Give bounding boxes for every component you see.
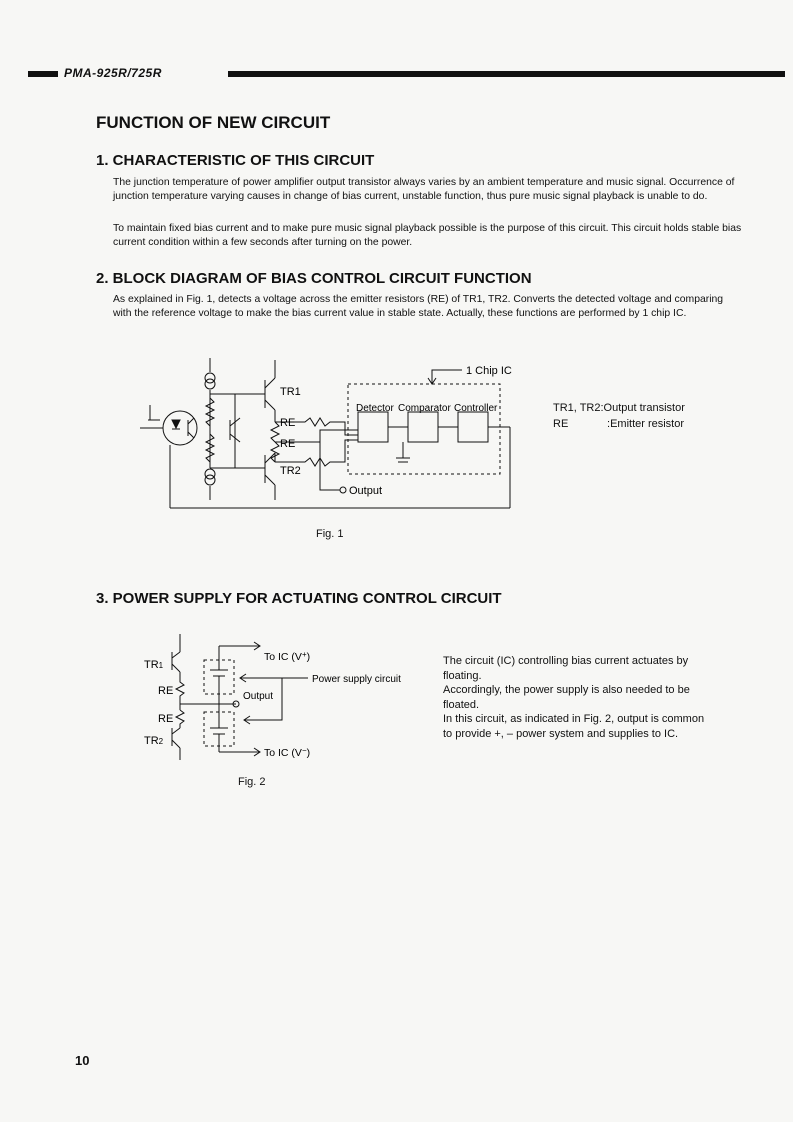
figure-2-caption: Fig. 2 (238, 776, 266, 788)
page-title: FUNCTION OF NEW CIRCUIT (96, 113, 331, 132)
legend-row-re (553, 416, 685, 432)
section3-text-1: The circuit (IC) controlling bias current actuates by floating. (443, 655, 689, 682)
figure-1-diagram (130, 350, 530, 520)
legend-row-tr (553, 400, 685, 416)
legend-sep: : (607, 418, 611, 430)
fig1-output-label: Output (349, 485, 383, 497)
model-name: PMA-925R/725R (64, 66, 162, 80)
fig2-tr1-label: TR1 (144, 659, 164, 671)
header-rule-left (28, 71, 58, 77)
fig2-re-bottom-label: RE (158, 713, 174, 725)
section1-paragraph-1: The junction temperature of power amplifier output transistor always varies by an ambient temperature and music signal. Occurrence of junction temperature varying causes in change of bias current, unstable function, thus pure music signal playback is unable to do. (113, 177, 735, 202)
fig2-to-ic-minus: To IC (V−) (264, 746, 311, 759)
section2-paragraph: As explained in Fig. 1, detects a voltage across the emitter resistors (RE) of TR1, TR2. Converts the detected voltage and comparing with the reference voltage to make the bias current value in stable state. Actually, these functions are performed by 1 chip IC. (113, 294, 724, 319)
section3-text-3: In this circuit, as indicated in Fig. 2, output is common to provide +, – power system and supplies to IC. (443, 713, 705, 740)
figure-1-caption: Fig. 1 (316, 528, 344, 540)
fig1-chip-label: 1 Chip IC (466, 365, 512, 377)
fig1-legend (553, 400, 685, 432)
legend-desc: Output transistor (603, 402, 685, 414)
fig1-tr1-label: TR1 (280, 386, 301, 398)
section2-heading: 2. BLOCK DIAGRAM OF BIAS CONTROL CIRCUIT FUNCTION (96, 270, 532, 287)
fig1-detector-label: Detector (356, 403, 394, 414)
section3-description (443, 654, 713, 741)
legend-desc: Emitter resistor (610, 418, 685, 430)
legend-sep: : (600, 402, 604, 414)
legend-term: TR1, TR2 (553, 402, 601, 414)
fig1-tr2-label: TR2 (280, 465, 301, 477)
section1-paragraph-2: To maintain fixed bias current and to make pure music signal playback possible is the purpose of this circuit. This circuit holds stable bias current condition within a few seconds after turning on the power. (113, 223, 742, 248)
section3-heading: 3. POWER SUPPLY FOR ACTUATING CONTROL CIRCUIT (96, 590, 502, 607)
fig2-re-top-label: RE (158, 685, 174, 697)
fig2-power-supply-label: Power supply circuit (312, 674, 401, 685)
fig2-output-label: Output (243, 691, 274, 702)
fig1-re-bottom-label: RE (280, 438, 296, 450)
fig2-tr2-label: TR2 (144, 735, 164, 747)
fig1-comparator-label: Comparator (398, 403, 451, 414)
header-rule-right (228, 71, 785, 77)
figure-2-diagram (140, 630, 420, 770)
fig2-to-ic-plus: To IC (V+) (264, 650, 311, 663)
section3-text-2: Accordingly, the power supply is also needed to be floated. (443, 684, 690, 711)
page-number: 10 (75, 1053, 90, 1068)
header-bar (28, 66, 785, 80)
fig1-controller-label: Controller (454, 403, 498, 414)
section1-heading: 1. CHARACTERISTIC OF THIS CIRCUIT (96, 152, 375, 169)
fig1-re-top-label: RE (280, 417, 296, 429)
legend-term: RE (553, 418, 569, 430)
